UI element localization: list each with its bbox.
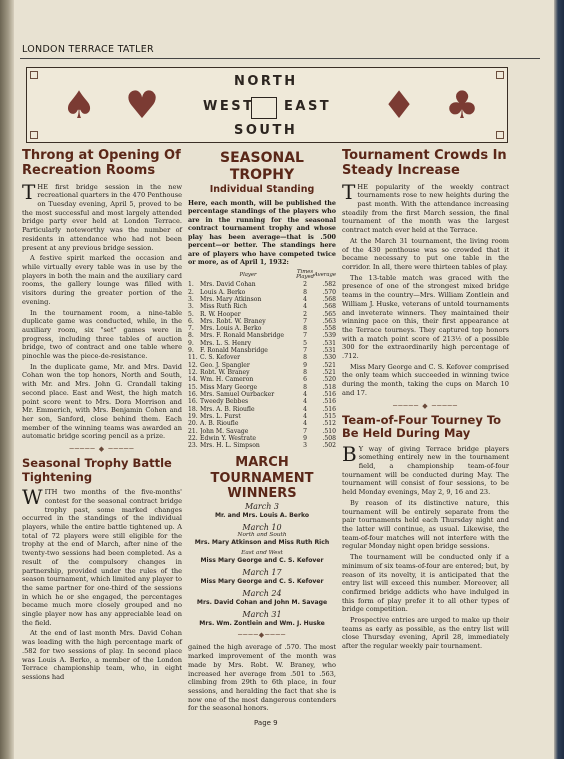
section-divider: ───── ◆ ───── — [393, 401, 458, 410]
heart-icon: ♥ — [125, 83, 160, 127]
winner-entry — [188, 568, 336, 585]
winner-entry — [188, 523, 336, 546]
standings-cell-played: 2 — [303, 310, 308, 318]
winner-names: Mrs. David Cohan and John M. Savage — [196, 599, 328, 607]
standings-cell-played: 4 — [303, 303, 308, 311]
standings-cell-played: 4 — [303, 405, 308, 413]
article-paragraph: At the March 31 tournament, the living room of the 430 penthouse was so crowded that it became necessary to put one table in the corridor. In all, there were thirteen tables of play. — [342, 236, 509, 271]
header-rule — [20, 58, 540, 59]
standings-cell-avg: .516 — [322, 398, 336, 406]
standings-cell-rank: 9. — [188, 339, 194, 347]
column-header-average: Average — [314, 271, 336, 278]
standings-cell-avg: .516 — [322, 390, 336, 398]
standings-cell-avg: .521 — [322, 369, 336, 377]
compass-west: WEST — [203, 99, 255, 114]
article-paragraph: A festive spirit marked the occasion and while virtually every table was in use by the players in both the main and the auxiliary card rooms, the gallery lounge was filled with visitors during the greater portion of the evening. — [22, 254, 182, 306]
standings-cell-name: Geo. J. Spangler — [200, 361, 250, 369]
winner-date: March 3 — [244, 502, 280, 512]
standings-cell-played: 8 — [303, 325, 308, 333]
standings-cell-rank: 15. — [188, 383, 198, 391]
winner-entry — [188, 502, 336, 519]
article-headline-team-of-four: Team-of-Four Tourney To Be Held During May — [342, 412, 502, 441]
standings-cell-rank: 12. — [188, 361, 198, 369]
winner-names: Mrs. Mary Atkinson and Miss Ruth Rich — [194, 539, 330, 547]
standings-row — [188, 303, 336, 310]
standings-cell-played: 7 — [303, 317, 308, 325]
bridge-banner — [26, 67, 508, 143]
banner-corner-ornament — [30, 131, 38, 139]
article-paragraph: The 13-table match was graced with the presence of one of the strongest mixed bridge teams in the country—Mrs. William Zontlein and William J. Huske, veterans of untold tournaments and inveterate winners. They maintained their winning pace on this, their first appearance at the Terrace tourneys. They captured top honors with a match point score of 213½ of a possible 300 for the extraordinarily high percentage of .712. — [342, 273, 509, 361]
standings-cell-played: 3 — [303, 442, 308, 450]
standings-cell-played: 9 — [303, 434, 308, 442]
standings-cell-played: 6 — [303, 376, 308, 384]
standings-cell-played: 2 — [303, 281, 308, 289]
article-paragraph: The tournament will be conducted only if a minimum of six teams-of-four are entered; but, by reason of its novelty, it is anticipated that the entry list will exceed this number. Moreover, all confirmed bridge addicts who have indulged in this form of play prefer it to all other types of bridge competition. — [342, 553, 509, 614]
standings-cell-played: 7 — [303, 427, 308, 435]
standings-cell-played: 8 — [303, 354, 308, 362]
standings-row — [188, 406, 336, 413]
banner-corner-ornament — [496, 71, 504, 79]
standings-cell-avg: .563 — [322, 317, 336, 325]
article-continuation: gained the high average of .570. The most marked improvement of the month was made by Mrs. Robt. W. Braney, who increased her average from .501 to .563, climbing from 29th to 6th place, in four sessions, and heralding the fact that she is now one of the most dangerous contenders for the seasonal honors. — [188, 643, 336, 713]
running-head: LONDON TERRACE TATLER — [22, 44, 154, 55]
section-divider: ───── ◆ ───── — [69, 445, 135, 454]
winner-names: Mrs. Wm. Zontlein and Wm. J. Huske — [199, 620, 325, 628]
standings-cell-played: 7 — [303, 332, 308, 340]
compass-south: SOUTH — [234, 123, 298, 138]
standings-cell-played: 7 — [303, 347, 308, 355]
standings-cell-name: A. B. Rioufle — [200, 420, 239, 428]
standings-cell-avg: .520 — [322, 376, 336, 384]
section-divider: ────◆──── — [237, 631, 287, 640]
spade-icon: ♠ — [62, 83, 97, 127]
standings-row — [188, 398, 336, 405]
standings-row — [188, 362, 336, 369]
drop-cap: T — [342, 179, 356, 204]
standings-row — [188, 318, 336, 325]
standings-cell-name: Mrs. F. Ronald Mansbridge — [200, 332, 285, 340]
standings-cell-rank: 11. — [188, 354, 198, 362]
standings-row — [188, 428, 336, 435]
standings-row — [188, 369, 336, 376]
article-headline-trophy-battle: Seasonal Trophy Battle Tightening — [22, 456, 172, 484]
standings-cell-played: 4 — [303, 420, 308, 428]
drop-cap: B — [342, 441, 357, 466]
march-winners-title: MARCH TOURNAMENT WINNERS — [210, 455, 314, 502]
standings-row — [188, 391, 336, 398]
standings-cell-rank: 3. — [188, 295, 194, 303]
standings-cell-name: John M. Savage — [200, 427, 249, 435]
winner-date: March 31 — [242, 610, 282, 620]
standings-cell-name: Mrs. Louis A. Berko — [200, 325, 262, 333]
winner-entry — [188, 550, 336, 564]
winner-names: Miss Mary George and C. S. Kefover — [200, 578, 324, 586]
standings-cell-name: Miss Ruth Rich — [200, 303, 248, 311]
standings-cell-name: C. S. Kefover — [200, 354, 241, 362]
standings-cell-name: Mrs. David Cohan — [200, 281, 256, 289]
winner-entry — [188, 589, 336, 606]
standings-cell-name: Mrs. L. Furst — [200, 412, 241, 420]
standings-row — [188, 435, 336, 442]
standings-cell-rank: 9. — [188, 347, 194, 355]
article-paragraph: THE first bridge session in the new recreational quarters in the 470 Penthouse on Tuesday evening, April 5, proved to be the most successful and most largely attended bridge party ever held at London Terrace. Particularly noteworthy was the number of residents in attendance who had not been present at any previous bridge session. — [22, 179, 182, 252]
standings-cell-avg: .558 — [322, 325, 336, 333]
article-paragraph: THE popularity of the weekly contract tournaments rose to new heights during the past month. With the attendance increasing steadily from the first March session, the final tournament of the month was the largest contract match ever held at the Terrace. — [342, 179, 509, 235]
standings-row — [188, 442, 336, 449]
winners-list — [188, 502, 336, 627]
standings-cell-avg: .565 — [322, 310, 336, 318]
standings-cell-rank: 8. — [188, 332, 194, 340]
standings-cell-name: Edwin Y. Westrate — [200, 434, 257, 442]
standings-cell-avg: .531 — [322, 347, 336, 355]
standings-cell-rank: 5. — [188, 310, 194, 318]
standings-cell-rank: 12. — [188, 369, 198, 377]
winner-entry — [188, 610, 336, 627]
standings-cell-avg: .515 — [322, 412, 336, 420]
standings-cell-played: 4 — [303, 295, 308, 303]
standings-row — [188, 413, 336, 420]
standings-cell-rank: 22. — [188, 434, 198, 442]
standings-cell-rank: 2. — [188, 288, 194, 296]
standings-row — [188, 281, 336, 288]
standings-cell-rank: 6. — [188, 317, 194, 325]
standings-cell-rank: 19. — [188, 412, 198, 420]
standings-cell-played: 5 — [303, 339, 308, 347]
standings-cell-name: F. Ronald Mansbridge — [200, 347, 268, 355]
standings-cell-avg: .570 — [322, 288, 336, 296]
standings-cell-played: 8 — [303, 369, 308, 377]
banner-corner-ornament — [30, 71, 38, 79]
article-paragraph: In the duplicate game, Mr. and Mrs. David Cohan won the top honors, North and South, with Mr. and Mrs. John G. Crandall taking second place. East and West, the high match point score went to Mrs. Dora Morrison and Mr. Emmerich, with Mrs. Benjamin Cohen and her son, Sanford, close behind them. Each member of the winning teams was awarded an automatic bridge scoring pencil as a prize. — [22, 362, 182, 441]
standings-cell-name: Mrs. H. L. Simpson — [200, 442, 260, 450]
standings-cell-avg: .521 — [322, 361, 336, 369]
book-binding-shadow — [0, 0, 14, 759]
standings-cell-avg: .512 — [322, 420, 336, 428]
article-paragraph: Prospective entries are urged to make up their teams as early as possible, as the entry list will close Thursday evening, April 28, immediately after the regular weekly pair tournament. — [342, 616, 509, 651]
standings-cell-rank: 18. — [188, 405, 198, 413]
page-number: Page 9 — [254, 719, 278, 727]
standings-row — [188, 296, 336, 303]
standings-cell-name: Mrs. Robt. W. Braney — [200, 317, 266, 325]
standings-cell-rank: 21. — [188, 427, 198, 435]
diamond-icon: ♦ — [382, 83, 417, 127]
winner-date: March 24 — [242, 589, 282, 599]
standings-cell-played: 4 — [303, 390, 308, 398]
column-right — [342, 148, 509, 653]
standings-cell-name: Louis A. Berko — [200, 288, 246, 296]
standings-row — [188, 325, 336, 332]
winner-names: Miss Mary George and C. S. Kefover — [200, 557, 324, 565]
book-cover-edge — [554, 0, 564, 759]
standings-cell-avg: .582 — [322, 281, 336, 289]
article-headline-recreation-rooms: Throng at Opening Of Recreation Rooms — [22, 148, 181, 179]
standings-cell-name: Wm. H. Cameron — [200, 376, 254, 384]
column-header-player: Player — [239, 271, 257, 278]
banner-corner-ornament — [496, 131, 504, 139]
standings-cell-played: 9 — [303, 361, 308, 369]
standings-cell-name: Mrs. Mary Atkinson — [200, 295, 262, 303]
standings-cell-avg: .502 — [322, 442, 336, 450]
standings-cell-played: 4 — [303, 398, 308, 406]
drop-cap: W — [22, 485, 43, 510]
column-header-times-played: Times Played — [296, 268, 315, 281]
winner-date: March 10 — [242, 523, 282, 533]
standings-cell-avg: .508 — [322, 434, 336, 442]
standings-cell-avg: .530 — [322, 354, 336, 362]
standings-row — [188, 332, 336, 339]
standings-row — [188, 420, 336, 427]
standings-cell-played: 8 — [303, 383, 308, 391]
standings-cell-name: Mrs. A. B. Rioufle — [200, 405, 255, 413]
trophy-intro: Here, each month, will be published the percentage standings of the players who are in the running for the seasonal contract tournament trophy and whose play has been average—that is .500 percent—or better. The standings here are of players who have competed twice or more, as of April 1, 1932: — [188, 199, 336, 267]
standings-row — [188, 384, 336, 391]
standings-row — [188, 311, 336, 318]
standings-cell-rank: 7. — [188, 325, 194, 333]
standings-cell-avg: .568 — [322, 295, 336, 303]
standings-cell-rank: 14. — [188, 376, 198, 384]
standings-cell-played: 4 — [303, 412, 308, 420]
standings-cell-name: R. W. Hooper — [200, 310, 241, 318]
drop-cap: T — [22, 179, 36, 204]
standings-cell-name: Mrs. L. S. Henry — [200, 339, 252, 347]
standings-cell-rank: 3. — [188, 303, 194, 311]
standings-cell-avg: .518 — [322, 383, 336, 391]
standings-cell-name: Tweedy Bebbes — [200, 398, 249, 406]
article-paragraph: At the end of last month Mrs. David Cohan was leading with the high percentage mark of .582 for two sessions of play. In second place was Louis A. Berko, a member of the London Terrace championship team, who, in eight sessions had — [22, 629, 182, 681]
seasonal-trophy-subtitle: Individual Standing — [209, 184, 315, 196]
standings-body — [188, 281, 336, 449]
article-paragraph: Miss Mary George and C. S. Kefover comprised the only team which succeeded in winning twice during the month, taking the cups on March 10 and 17. — [342, 362, 509, 397]
standings-cell-rank: 16. — [188, 390, 198, 398]
winner-section: East and West — [241, 550, 283, 557]
standings-cell-avg: .516 — [322, 405, 336, 413]
standings-cell-avg: .539 — [322, 332, 336, 340]
standings-cell-avg: .568 — [322, 303, 336, 311]
article-headline-tournament-crowds: Tournament Crowds In Steady Increase — [342, 148, 507, 179]
standings-cell-rank: 20. — [188, 420, 198, 428]
compass-table-box — [251, 97, 277, 119]
article-paragraph: By reason of its distinctive nature, this tournament will be entirely separate from the pair tournaments held each Thursday night and the latter will continue, as usual. Likewise, the team-of-four matches will not interfere with the regular Monday night open bridge sessions. — [342, 498, 509, 551]
seasonal-trophy-title: SEASONAL TROPHY — [220, 150, 304, 183]
standings-cell-name: Mrs. Samuel Ourbacker — [200, 390, 275, 398]
winner-section: North and South — [237, 532, 287, 539]
standings-cell-played: 8 — [303, 288, 308, 296]
winner-date: March 17 — [242, 568, 282, 578]
standings-row — [188, 340, 336, 347]
standings-cell-avg: .510 — [322, 427, 336, 435]
winner-names: Mr. and Mrs. Louis A. Berko — [214, 512, 310, 520]
standings-table — [188, 270, 336, 450]
standings-cell-avg: .531 — [322, 339, 336, 347]
standings-cell-rank: 16. — [188, 398, 198, 406]
column-left — [22, 148, 182, 684]
standings-row — [188, 289, 336, 296]
standings-cell-name: Robt. W. Braney — [200, 369, 250, 377]
article-paragraph: B Y way of giving Terrace bridge players something entirely new in the tournament field, a championship team-of-four tournament will be conducted during May. The tournament will consist of four sessions, to be held Monday evenings, May 2, 9, 16 and 23. — [342, 441, 509, 497]
column-center — [188, 148, 336, 715]
compass-north: NORTH — [234, 74, 298, 89]
standings-cell-rank: 1. — [188, 281, 194, 289]
standings-row — [188, 376, 336, 383]
club-icon: ♣ — [445, 83, 480, 127]
article-paragraph: WITH two months of the five-months' contest for the seasonal contract bridge trophy past, some marked changes occurred in the standings of the individual players, while the entire battle tightened up. A total of 72 players were still eligible for the trophy at the end of March, after nine of the twenty-two sessions had been completed. As a result of the compulsory changes in partnership, provided under the rules of the season tournament, which limited any player to the same partner for one-third of the sessions in which he or she engaged, the percentages became much more closely grouped and no single player now has any appreciable lead on the field. — [22, 485, 182, 627]
article-paragraph: In the tournament room, a nine-table duplicate game was conducted, while, in the auxiliary room, six "set" games were in progress, including three tables of auction bridge, two of contract and one table where pinochle was the piece-de-resistance. — [22, 308, 182, 361]
standings-cell-name: Miss Mary George — [200, 383, 258, 391]
compass-east: EAST — [284, 99, 332, 114]
standings-row — [188, 347, 336, 354]
standings-row — [188, 354, 336, 361]
standings-cell-rank: 23. — [188, 442, 198, 450]
